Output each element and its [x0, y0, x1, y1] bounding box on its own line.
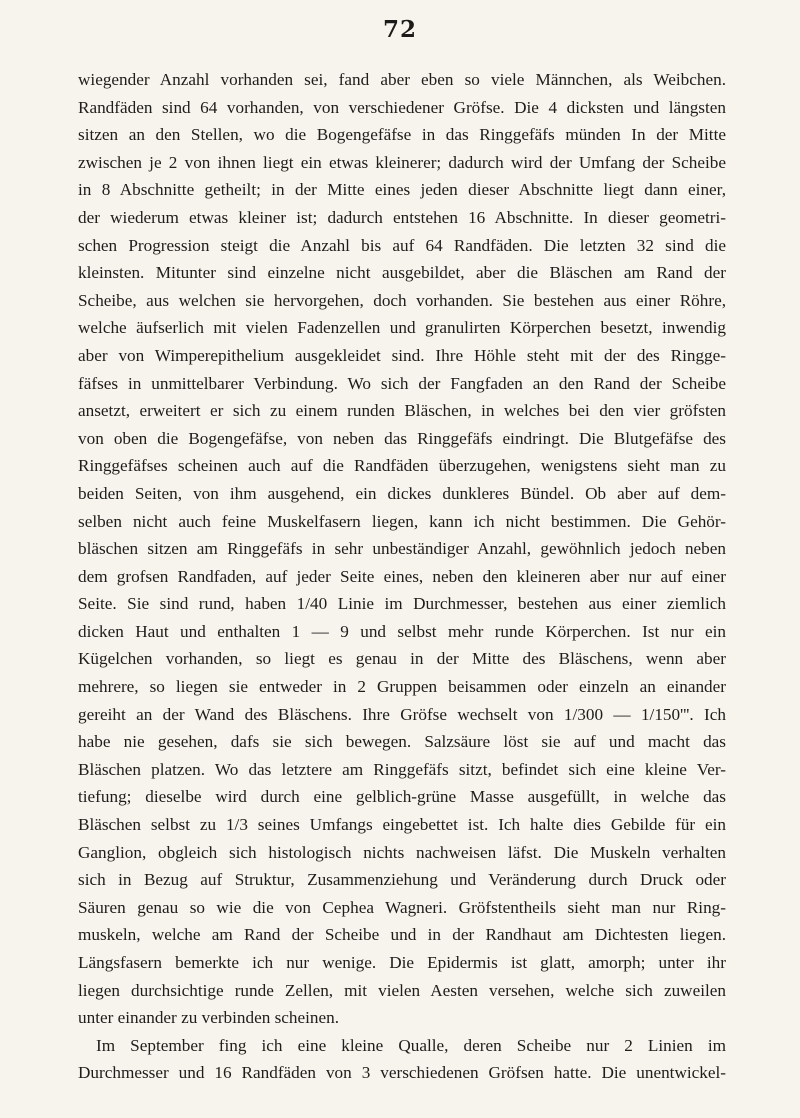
text-line: unter einander zu verbinden scheinen.	[78, 1008, 340, 1028]
text-line: der wiederum etwas kleiner ist; dadurch entstehen 16 Abschnitte. In dieser geometri-	[78, 207, 726, 227]
text-line: Ganglion, obgleich sich histologisch nichts nachweisen läfst. Die Muskeln verhalten	[78, 842, 726, 862]
text-line: Randfäden sind 64 vorhanden, von verschiedener Gröfse. Die 4 dicksten und längsten	[78, 97, 726, 117]
text-line: Ringgefäfses scheinen auch auf die Randfäden überzugehen, wenigstens sieht man zu	[78, 456, 726, 476]
text-line: habe nie gesehen, dafs sie sich bewegen. Salzsäure löst sie auf und macht das	[78, 732, 726, 752]
text-line: ansetzt, erweitert er sich zu einem runden Bläschen, in welches bei den vier gröfsten	[78, 401, 726, 421]
text-line: mehrere, so liegen sie entweder in 2 Gruppen beisammen oder einzeln an einander	[78, 677, 726, 697]
text-line: tiefung; dieselbe wird durch eine gelblich-grüne Masse ausgefüllt, in welche das	[78, 787, 726, 807]
text-line: Scheibe, aus welchen sie hervorgehen, doch vorhanden. Sie bestehen aus einer Röhre,	[78, 290, 726, 310]
text-line: selben nicht auch feine Muskelfasern liegen, kann ich nicht bestimmen. Die Gehör-	[78, 511, 726, 531]
text-line: Kügelchen vorhanden, so liegt es genau in der Mitte des Bläschens, wenn aber	[78, 649, 726, 669]
paragraph	[78, 66, 726, 1032]
text-line: Bläschen selbst zu 1/3 seines Umfangs eingebettet ist. Ich halte dies Gebilde für ein	[78, 815, 726, 835]
text-line: von oben die Bogengefäfse, von neben das Ringgefäfs eindringt. Die Blutgefäfse des	[78, 428, 726, 448]
text-line: kleinsten. Mitunter sind einzelne nicht ausgebildet, aber die Bläschen am Rand der	[78, 263, 726, 283]
text-line: fäfses in unmittelbarer Verbindung. Wo sich der Fangfaden an den Rand der Scheibe	[78, 373, 726, 393]
text-line: welche äufserlich mit vielen Fadenzellen und granulirten Körperchen besetzt, inwendig	[78, 318, 726, 338]
text-line: aber von Wimperepithelium ausgekleidet sind. Ihre Höhle steht mit der des Ringge-	[78, 345, 726, 365]
text-line: sitzen an den Stellen, wo die Bogengefäfse in das Ringgefäfs münden In der Mitte	[78, 125, 726, 145]
text-line: gereiht an der Wand des Bläschens. Ihre Gröfse wechselt von 1/300 — 1/150'''. Ich	[78, 704, 726, 724]
text-line: Durchmesser und 16 Randfäden von 3 verschiedenen Gröfsen hatte. Die unentwickel-	[78, 1063, 726, 1083]
text-line: wiegender Anzahl vorhanden sei, fand aber eben so viele Männchen, als Weibchen.	[78, 70, 726, 89]
text-line: beiden Seiten, von ihm ausgehend, ein dickes dunkleres Bündel. Ob aber auf dem-	[78, 483, 726, 503]
text-line: Säuren genau so wie die von Cephea Wagneri. Gröfstentheils sieht man nur Ring-	[78, 897, 726, 917]
body-text	[78, 66, 726, 1087]
text-line: dem grofsen Randfaden, auf jeder Seite eines, neben den kleineren aber nur auf einer	[78, 566, 726, 586]
text-line: bläschen sitzen am Ringgefäfs in sehr unbeständiger Anzahl, gewöhnlich jedoch neben	[78, 539, 726, 559]
text-line: Bläschen platzen. Wo das letztere am Ringgefäfs sitzt, befindet sich eine kleine Ver-	[78, 759, 726, 779]
paragraph	[78, 1032, 726, 1087]
text-line: Längsfasern bemerkte ich nur wenige. Die Epidermis ist glatt, amorph; unter ihr	[78, 953, 726, 972]
text-line: in 8 Abschnitte getheilt; in der Mitte eines jeden dieser Abschnitte liegt dann einer,	[78, 180, 726, 200]
text-line: liegen durchsichtige runde Zellen, mit vielen Aesten versehen, welche sich zuweilen	[78, 980, 726, 1000]
text-line: Im September fing ich eine kleine Qualle, deren Scheibe nur 2 Linien im	[96, 1035, 726, 1055]
text-line: schen Progression steigt die Anzahl bis auf 64 Randfäden. Die letzten 32 sind die	[78, 235, 726, 255]
text-line: dicken Haut und enthalten 1 — 9 und selbst mehr runde Körperchen. Ist nur ein	[78, 621, 726, 641]
page-number: 72	[382, 16, 417, 43]
text-line: Seite. Sie sind rund, haben 1/40 Linie im Durchmesser, bestehen aus einer ziemlich	[78, 594, 726, 614]
text-line: zwischen je 2 von ihnen liegt ein etwas kleinerer; dadurch wird der Umfang der Scheibe	[78, 152, 726, 172]
text-line: muskeln, welche am Rand der Scheibe und in der Randhaut am Dichtesten liegen.	[78, 925, 726, 945]
text-line: sich in Bezug auf Struktur, Zusammenziehung und Veränderung durch Druck oder	[78, 870, 726, 890]
